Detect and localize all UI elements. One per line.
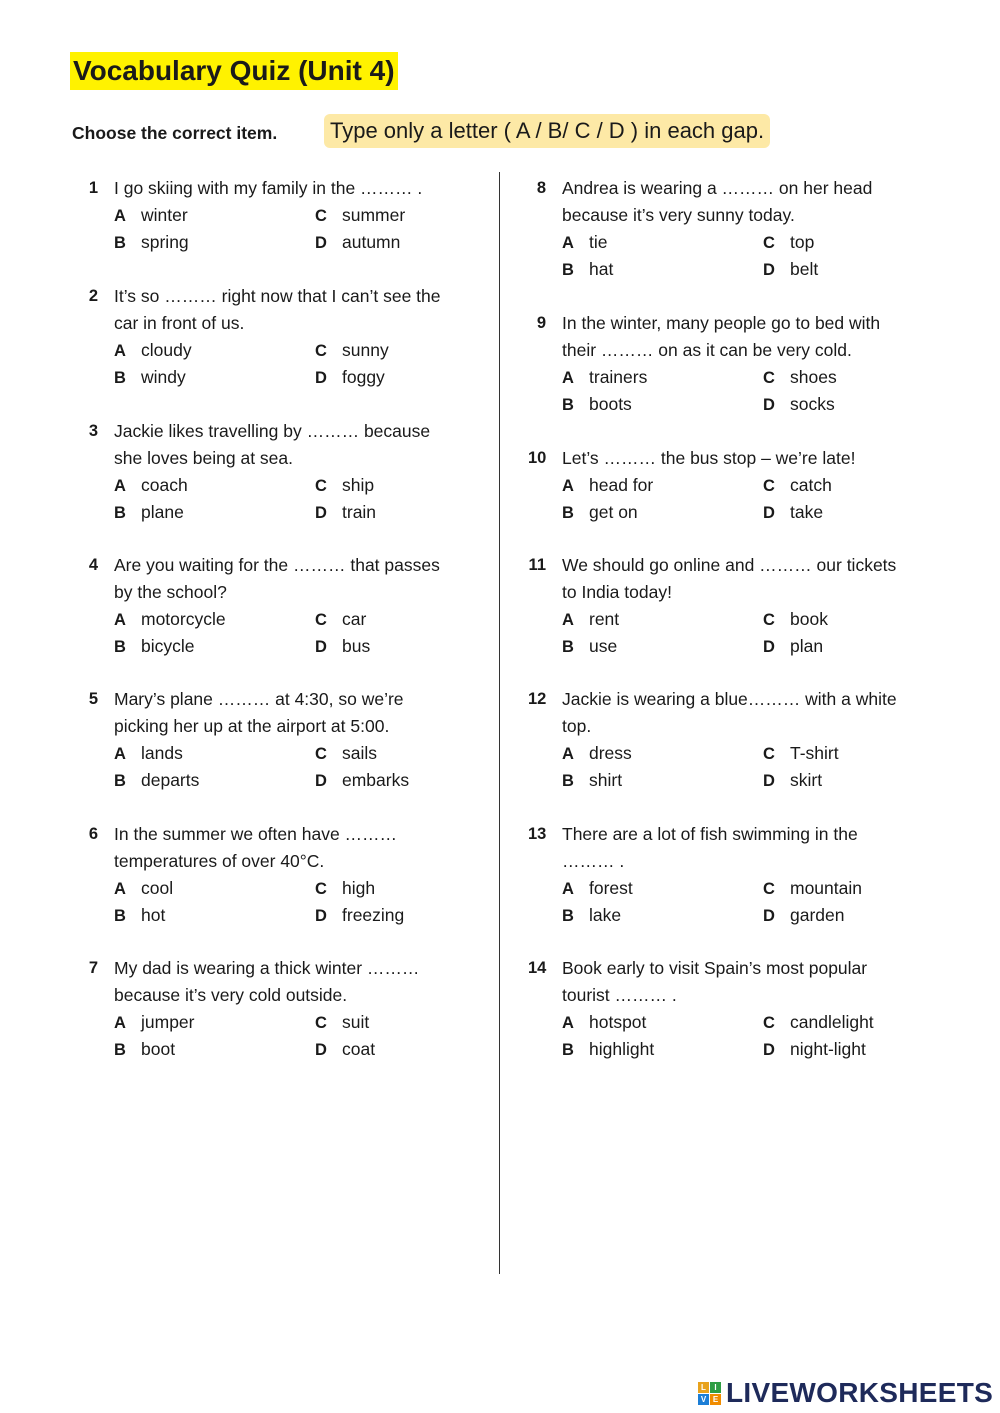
answer-options <box>528 740 928 794</box>
option-d <box>315 1036 375 1063</box>
answer-options <box>528 472 928 526</box>
option-text: motorcycle <box>141 609 226 629</box>
option-letter: C <box>763 880 775 898</box>
option-b <box>114 767 199 794</box>
question-line <box>80 686 480 713</box>
logo-cube: V <box>698 1394 709 1405</box>
option-letter: B <box>114 772 126 790</box>
option-c <box>315 337 389 364</box>
option-text: trainers <box>589 367 648 387</box>
option-letter: C <box>763 745 775 763</box>
answer-options <box>528 364 928 418</box>
question-text: car in front of us. <box>114 313 245 333</box>
question-line <box>80 955 480 982</box>
option-letter: A <box>114 207 126 225</box>
option-text: foggy <box>342 367 385 387</box>
option-a <box>562 229 607 256</box>
option-text: belt <box>790 259 819 279</box>
option-b <box>114 902 165 929</box>
question-text: I go skiing with my family in the ……… . <box>114 178 423 198</box>
option-letter: C <box>763 477 775 495</box>
answer-options <box>80 202 480 256</box>
option-text: plan <box>790 636 824 656</box>
option-c <box>763 229 814 256</box>
option-d <box>763 767 822 794</box>
answer-options <box>80 337 480 391</box>
question-line <box>80 175 480 202</box>
option-text: top <box>790 232 815 252</box>
option-text: T-shirt <box>790 743 839 763</box>
question-line <box>80 713 480 740</box>
option-letter: B <box>114 907 126 925</box>
question-text: she loves being at sea. <box>114 448 294 468</box>
option-text: garden <box>790 905 845 925</box>
option-d <box>315 229 400 256</box>
option-a <box>562 606 619 633</box>
option-letter: B <box>114 638 126 656</box>
option-c <box>315 472 374 499</box>
option-letter: D <box>315 907 327 925</box>
option-c <box>763 606 828 633</box>
instruction-text: Choose the correct item. <box>72 123 278 143</box>
option-letter: C <box>315 745 327 763</box>
option-a <box>562 875 633 902</box>
question-line <box>80 445 480 472</box>
question-text: because it’s very cold outside. <box>114 985 348 1005</box>
option-b <box>562 633 617 660</box>
option-letter: C <box>763 369 775 387</box>
option-d <box>315 902 404 929</box>
option-c <box>763 740 839 767</box>
option-letter: B <box>562 504 574 522</box>
option-text: night-light <box>790 1039 866 1059</box>
option-letter: D <box>315 504 327 522</box>
option-a <box>114 202 188 229</box>
question-item <box>80 552 480 660</box>
question-item <box>528 445 928 526</box>
option-c <box>315 1009 369 1036</box>
question-number: 8 <box>536 179 546 197</box>
option-letter: D <box>315 234 327 252</box>
option-text: bus <box>342 636 371 656</box>
option-letter: C <box>763 611 775 629</box>
option-d <box>763 1036 866 1063</box>
column-divider <box>499 172 500 1274</box>
option-letter: B <box>562 396 574 414</box>
option-d <box>315 499 376 526</box>
option-letter: D <box>763 396 775 414</box>
question-line <box>528 686 928 713</box>
option-text: highlight <box>589 1039 655 1059</box>
option-letter: A <box>114 1014 126 1032</box>
option-text: embarks <box>342 770 410 790</box>
option-letter: C <box>315 477 327 495</box>
question-line <box>528 713 928 740</box>
question-line <box>80 579 480 606</box>
question-text: Andrea is wearing a ……… on her head <box>562 178 873 198</box>
option-b <box>562 902 621 929</box>
answer-options <box>528 1009 928 1063</box>
question-number: 2 <box>88 287 98 305</box>
option-text: car <box>342 609 367 629</box>
option-letter: A <box>114 880 126 898</box>
option-a <box>114 1009 195 1036</box>
question-item <box>80 686 480 794</box>
option-text: spring <box>141 232 189 252</box>
option-b <box>114 364 186 391</box>
option-letter: C <box>315 207 327 225</box>
option-text: catch <box>790 475 832 495</box>
answer-options <box>80 606 480 660</box>
question-text: We should go online and ……… our tickets <box>562 555 897 575</box>
option-letter: A <box>562 234 574 252</box>
question-line <box>80 552 480 579</box>
option-letter: B <box>562 772 574 790</box>
option-letter: A <box>114 477 126 495</box>
option-a <box>114 606 226 633</box>
option-letter: C <box>315 611 327 629</box>
question-text: top. <box>562 716 592 736</box>
option-letter: A <box>562 1014 574 1032</box>
option-b <box>114 229 189 256</box>
question-line <box>80 982 480 1009</box>
option-text: candlelight <box>790 1012 874 1032</box>
option-text: coach <box>141 475 188 495</box>
option-letter: A <box>114 745 126 763</box>
option-letter: D <box>315 1041 327 1059</box>
question-item <box>80 175 480 256</box>
option-b <box>562 256 613 283</box>
question-text: picking her up at the airport at 5:00. <box>114 716 390 736</box>
question-line <box>528 202 928 229</box>
option-letter: A <box>114 611 126 629</box>
option-text: tie <box>589 232 608 252</box>
option-d <box>315 633 370 660</box>
option-letter: D <box>763 772 775 790</box>
option-text: ship <box>342 475 375 495</box>
option-text: mountain <box>790 878 862 898</box>
option-letter: D <box>315 369 327 387</box>
question-number: 1 <box>88 179 98 197</box>
question-text: Let’s ……… the bus stop – we’re late! <box>562 448 856 468</box>
option-c <box>315 606 366 633</box>
question-item <box>528 821 928 929</box>
question-number: 11 <box>528 556 546 574</box>
question-number: 7 <box>88 959 98 977</box>
option-text: book <box>790 609 828 629</box>
option-letter: A <box>114 342 126 360</box>
option-letter: B <box>562 261 574 279</box>
option-text: forest <box>589 878 633 898</box>
option-text: boot <box>141 1039 176 1059</box>
option-text: train <box>342 502 377 522</box>
option-a <box>114 875 173 902</box>
option-letter: D <box>763 1041 775 1059</box>
option-text: jumper <box>141 1012 195 1032</box>
option-a <box>562 1009 646 1036</box>
question-item <box>528 686 928 794</box>
option-text: bicycle <box>141 636 195 656</box>
question-text: In the summer we often have ……… <box>114 824 398 844</box>
option-text: high <box>342 878 376 898</box>
option-letter: B <box>562 638 574 656</box>
option-c <box>763 875 862 902</box>
question-item <box>528 955 928 1063</box>
option-text: hat <box>589 259 614 279</box>
option-text: freezing <box>342 905 405 925</box>
question-item <box>80 821 480 929</box>
option-c <box>315 875 375 902</box>
option-text: coat <box>342 1039 376 1059</box>
question-item <box>528 552 928 660</box>
question-text: Are you waiting for the ……… that passes <box>114 555 440 575</box>
question-item <box>528 310 928 418</box>
option-letter: D <box>315 772 327 790</box>
option-d <box>763 499 823 526</box>
liveworksheets-logo <box>698 1378 993 1408</box>
question-text: There are a lot of fish swimming in the <box>562 824 858 844</box>
option-letter: B <box>562 907 574 925</box>
option-c <box>763 364 837 391</box>
option-c <box>763 1009 874 1036</box>
option-b <box>562 391 632 418</box>
answer-options <box>80 472 480 526</box>
question-number: 5 <box>88 690 98 708</box>
option-d <box>315 767 409 794</box>
option-text: departs <box>141 770 200 790</box>
question-text: My dad is wearing a thick winter ……… <box>114 958 420 978</box>
option-b <box>562 499 638 526</box>
logo-cubes-icon <box>698 1382 721 1405</box>
question-item <box>80 283 480 391</box>
logo-text: LIVEWORKSHEETS <box>726 1377 994 1408</box>
answer-options <box>528 875 928 929</box>
question-item <box>80 418 480 526</box>
option-text: dress <box>589 743 632 763</box>
question-text: temperatures of over 40°C. <box>114 851 325 871</box>
question-line <box>528 310 928 337</box>
question-text: Jackie likes travelling by ……… because <box>114 421 431 441</box>
option-text: socks <box>790 394 835 414</box>
question-line <box>80 418 480 445</box>
option-text: get on <box>589 502 638 522</box>
question-text: tourist ……… . <box>562 985 677 1005</box>
option-text: windy <box>141 367 186 387</box>
question-text: Mary’s plane ……… at 4:30, so we’re <box>114 689 404 709</box>
option-d <box>763 256 818 283</box>
option-text: hotspot <box>589 1012 647 1032</box>
logo-cube: I <box>710 1382 721 1393</box>
option-letter: D <box>763 504 775 522</box>
question-text: It’s so ……… right now that I can’t see the <box>114 286 441 306</box>
question-line <box>80 848 480 875</box>
option-d <box>315 364 385 391</box>
option-text: cool <box>141 878 174 898</box>
option-letter: A <box>562 745 574 763</box>
instruction-highlight: Type only a letter ( A / B/ C / D ) in each gap. <box>324 114 770 148</box>
question-line <box>528 955 928 982</box>
option-b <box>114 499 184 526</box>
answer-options <box>80 875 480 929</box>
option-a <box>562 364 647 391</box>
question-number: 12 <box>528 690 547 708</box>
option-text: shoes <box>790 367 837 387</box>
question-text: Jackie is wearing a blue……… with a white <box>562 689 897 709</box>
question-line <box>528 821 928 848</box>
question-text: ……… . <box>562 851 625 871</box>
page-title: Vocabulary Quiz (Unit 4) <box>70 52 398 90</box>
option-a <box>114 740 183 767</box>
option-letter: A <box>562 369 574 387</box>
question-text: In the winter, many people go to bed with <box>562 313 881 333</box>
logo-cube: E <box>710 1394 721 1405</box>
question-number: 14 <box>528 959 547 977</box>
option-letter: A <box>562 477 574 495</box>
option-text: sunny <box>342 340 389 360</box>
question-line <box>528 579 928 606</box>
option-a <box>114 472 188 499</box>
question-item <box>80 955 480 1063</box>
question-line <box>528 445 928 472</box>
option-text: cloudy <box>141 340 192 360</box>
option-letter: C <box>315 342 327 360</box>
option-text: shirt <box>589 770 623 790</box>
option-letter: B <box>114 234 126 252</box>
option-text: lands <box>141 743 183 763</box>
option-letter: B <box>114 369 126 387</box>
question-line <box>528 337 928 364</box>
option-text: summer <box>342 205 406 225</box>
option-text: use <box>589 636 618 656</box>
option-letter: B <box>114 504 126 522</box>
option-text: lake <box>589 905 622 925</box>
option-b <box>562 767 622 794</box>
option-text: head for <box>589 475 654 495</box>
option-letter: B <box>562 1041 574 1059</box>
question-line <box>80 283 480 310</box>
option-text: boots <box>589 394 632 414</box>
option-b <box>562 1036 654 1063</box>
option-a <box>562 740 632 767</box>
option-text: rent <box>589 609 620 629</box>
option-letter: D <box>315 638 327 656</box>
option-text: hot <box>141 905 166 925</box>
question-line <box>80 310 480 337</box>
option-text: winter <box>141 205 188 225</box>
question-line <box>528 848 928 875</box>
option-text: autumn <box>342 232 401 252</box>
option-letter: C <box>763 234 775 252</box>
option-a <box>562 472 653 499</box>
option-text: sails <box>342 743 378 763</box>
option-letter: D <box>763 638 775 656</box>
option-letter: B <box>114 1041 126 1059</box>
question-line <box>528 175 928 202</box>
option-a <box>114 337 192 364</box>
question-text: by the school? <box>114 582 227 602</box>
option-text: skirt <box>790 770 823 790</box>
question-text: their ……… on as it can be very cold. <box>562 340 852 360</box>
question-text: because it’s very sunny today. <box>562 205 795 225</box>
option-c <box>315 202 405 229</box>
option-b <box>114 633 195 660</box>
question-number: 10 <box>528 449 547 467</box>
option-text: suit <box>342 1012 370 1032</box>
question-text: Book early to visit Spain’s most popular <box>562 958 868 978</box>
option-c <box>315 740 377 767</box>
option-text: take <box>790 502 824 522</box>
option-b <box>114 1036 175 1063</box>
logo-cube: L <box>698 1382 709 1393</box>
answer-options <box>80 740 480 794</box>
question-line <box>528 552 928 579</box>
option-d <box>763 902 845 929</box>
question-number: 9 <box>536 314 546 332</box>
option-letter: C <box>763 1014 775 1032</box>
option-d <box>763 633 823 660</box>
answer-options <box>528 606 928 660</box>
question-item <box>528 175 928 283</box>
question-number: 6 <box>88 825 98 843</box>
option-d <box>763 391 835 418</box>
option-letter: A <box>562 611 574 629</box>
answer-options <box>80 1009 480 1063</box>
option-letter: D <box>763 907 775 925</box>
option-c <box>763 472 832 499</box>
option-letter: D <box>763 261 775 279</box>
option-letter: C <box>315 1014 327 1032</box>
question-text: to India today! <box>562 582 672 602</box>
answer-options <box>528 229 928 283</box>
question-line <box>528 982 928 1009</box>
question-number: 13 <box>528 825 547 843</box>
option-letter: C <box>315 880 327 898</box>
question-number: 3 <box>88 422 98 440</box>
option-text: plane <box>141 502 184 522</box>
option-letter: A <box>562 880 574 898</box>
question-number: 4 <box>88 556 98 574</box>
question-line <box>80 821 480 848</box>
